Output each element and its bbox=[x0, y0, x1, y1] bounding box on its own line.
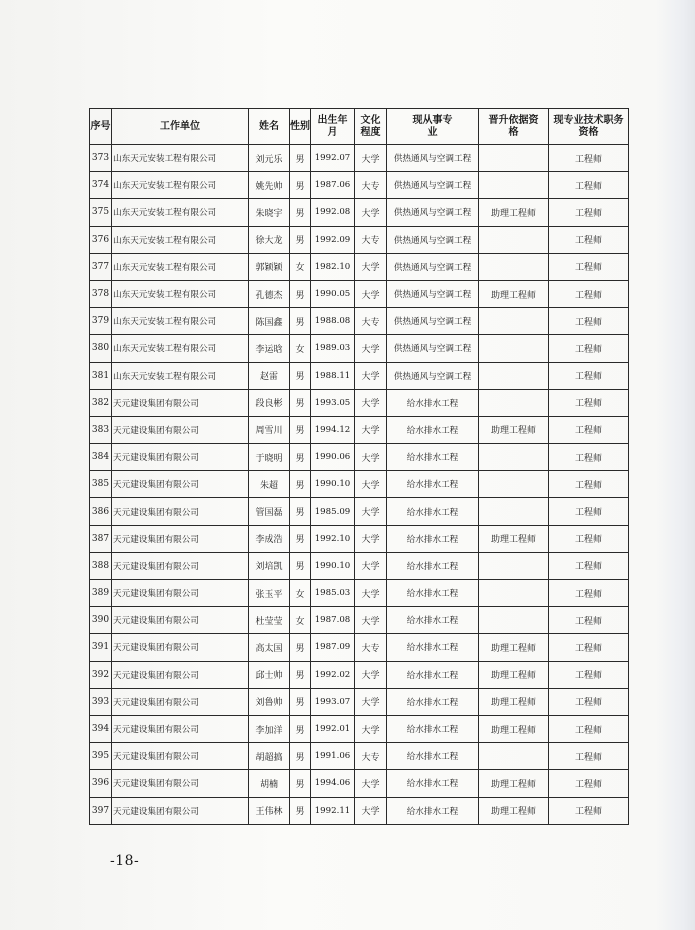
cell-no: 388 bbox=[90, 552, 112, 579]
cell-unit: 山东天元安装工程有限公司 bbox=[112, 172, 249, 199]
cell-birth: 1987.09 bbox=[311, 634, 355, 661]
cell-no: 394 bbox=[90, 715, 112, 742]
cell-unit: 天元建设集团有限公司 bbox=[112, 661, 249, 688]
cell-major: 供热通风与空调工程 bbox=[387, 145, 479, 172]
cell-major: 供热通风与空调工程 bbox=[387, 308, 479, 335]
cell-basis: 助理工程师 bbox=[479, 199, 549, 226]
table-row bbox=[90, 335, 629, 362]
cell-birth: 1982.10 bbox=[311, 253, 355, 280]
cell-major: 给水排水工程 bbox=[387, 525, 479, 552]
cell-title: 工程师 bbox=[549, 280, 629, 307]
table-row bbox=[90, 634, 629, 661]
cell-title: 工程师 bbox=[549, 634, 629, 661]
cell-sex: 男 bbox=[290, 525, 311, 552]
cell-unit: 山东天元安装工程有限公司 bbox=[112, 226, 249, 253]
cell-name: 朱晓宇 bbox=[249, 199, 290, 226]
cell-birth: 1990.10 bbox=[311, 471, 355, 498]
cell-sex: 女 bbox=[290, 253, 311, 280]
header-no: 序号 bbox=[90, 109, 112, 145]
table-row bbox=[90, 743, 629, 770]
cell-basis bbox=[479, 471, 549, 498]
cell-no: 377 bbox=[90, 253, 112, 280]
cell-unit: 天元建设集团有限公司 bbox=[112, 715, 249, 742]
cell-no: 375 bbox=[90, 199, 112, 226]
cell-name: 徐大龙 bbox=[249, 226, 290, 253]
header-unit: 工作单位 bbox=[112, 109, 249, 145]
cell-name: 高太国 bbox=[249, 634, 290, 661]
cell-no: 385 bbox=[90, 471, 112, 498]
cell-birth: 1988.11 bbox=[311, 362, 355, 389]
cell-name: 李运晗 bbox=[249, 335, 290, 362]
cell-major: 给水排水工程 bbox=[387, 797, 479, 824]
cell-name: 姚先帅 bbox=[249, 172, 290, 199]
cell-major: 给水排水工程 bbox=[387, 661, 479, 688]
cell-title: 工程师 bbox=[549, 416, 629, 443]
cell-basis: 助理工程师 bbox=[479, 525, 549, 552]
cell-birth: 1992.11 bbox=[311, 797, 355, 824]
table-row bbox=[90, 389, 629, 416]
cell-title: 工程师 bbox=[549, 743, 629, 770]
cell-major: 给水排水工程 bbox=[387, 444, 479, 471]
cell-sex: 男 bbox=[290, 308, 311, 335]
table-row bbox=[90, 715, 629, 742]
table-row bbox=[90, 145, 629, 172]
cell-basis bbox=[479, 308, 549, 335]
cell-birth: 1994.12 bbox=[311, 416, 355, 443]
cell-no: 373 bbox=[90, 145, 112, 172]
cell-sex: 男 bbox=[290, 199, 311, 226]
cell-no: 396 bbox=[90, 770, 112, 797]
table-row bbox=[90, 416, 629, 443]
cell-sex: 女 bbox=[290, 607, 311, 634]
table-row bbox=[90, 770, 629, 797]
table-row bbox=[90, 362, 629, 389]
cell-basis: 助理工程师 bbox=[479, 715, 549, 742]
cell-edu: 大学 bbox=[355, 389, 387, 416]
cell-name: 王伟林 bbox=[249, 797, 290, 824]
cell-name: 于晓明 bbox=[249, 444, 290, 471]
cell-major: 给水排水工程 bbox=[387, 552, 479, 579]
cell-birth: 1985.03 bbox=[311, 580, 355, 607]
cell-title: 工程师 bbox=[549, 688, 629, 715]
cell-basis: 助理工程师 bbox=[479, 416, 549, 443]
cell-basis bbox=[479, 172, 549, 199]
cell-edu: 大学 bbox=[355, 362, 387, 389]
cell-edu: 大学 bbox=[355, 688, 387, 715]
cell-no: 386 bbox=[90, 498, 112, 525]
personnel-table bbox=[89, 108, 629, 825]
cell-no: 380 bbox=[90, 335, 112, 362]
cell-title: 工程师 bbox=[549, 607, 629, 634]
cell-edu: 大学 bbox=[355, 498, 387, 525]
cell-basis bbox=[479, 145, 549, 172]
cell-no: 389 bbox=[90, 580, 112, 607]
scan-edge-shadow bbox=[655, 0, 695, 930]
cell-name: 管国磊 bbox=[249, 498, 290, 525]
cell-edu: 大学 bbox=[355, 471, 387, 498]
cell-basis: 助理工程师 bbox=[479, 770, 549, 797]
cell-basis: 助理工程师 bbox=[479, 634, 549, 661]
cell-basis: 助理工程师 bbox=[479, 797, 549, 824]
cell-no: 374 bbox=[90, 172, 112, 199]
cell-birth: 1992.02 bbox=[311, 661, 355, 688]
cell-unit: 山东天元安装工程有限公司 bbox=[112, 145, 249, 172]
cell-name: 胡楠 bbox=[249, 770, 290, 797]
header-title: 现专业技术职务资格 bbox=[549, 109, 629, 145]
cell-name: 刘培凯 bbox=[249, 552, 290, 579]
table-row bbox=[90, 688, 629, 715]
page-number: -18- bbox=[110, 853, 140, 869]
cell-edu: 大学 bbox=[355, 715, 387, 742]
cell-sex: 男 bbox=[290, 743, 311, 770]
cell-name: 刘鲁帅 bbox=[249, 688, 290, 715]
cell-name: 李加洋 bbox=[249, 715, 290, 742]
cell-no: 376 bbox=[90, 226, 112, 253]
cell-sex: 男 bbox=[290, 661, 311, 688]
cell-no: 383 bbox=[90, 416, 112, 443]
cell-edu: 大学 bbox=[355, 335, 387, 362]
cell-name: 周雪川 bbox=[249, 416, 290, 443]
cell-major: 供热通风与空调工程 bbox=[387, 226, 479, 253]
cell-unit: 山东天元安装工程有限公司 bbox=[112, 253, 249, 280]
cell-unit: 天元建设集团有限公司 bbox=[112, 580, 249, 607]
cell-edu: 大学 bbox=[355, 580, 387, 607]
cell-birth: 1992.09 bbox=[311, 226, 355, 253]
cell-edu: 大学 bbox=[355, 661, 387, 688]
header-basis: 晋升依据资格 bbox=[479, 109, 549, 145]
cell-basis: 助理工程师 bbox=[479, 688, 549, 715]
cell-basis bbox=[479, 253, 549, 280]
cell-unit: 天元建设集团有限公司 bbox=[112, 416, 249, 443]
cell-no: 384 bbox=[90, 444, 112, 471]
cell-major: 给水排水工程 bbox=[387, 580, 479, 607]
cell-unit: 天元建设集团有限公司 bbox=[112, 743, 249, 770]
cell-major: 给水排水工程 bbox=[387, 416, 479, 443]
cell-unit: 山东天元安装工程有限公司 bbox=[112, 199, 249, 226]
cell-name: 胡超搞 bbox=[249, 743, 290, 770]
header-name: 姓名 bbox=[249, 109, 290, 145]
cell-title: 工程师 bbox=[549, 444, 629, 471]
cell-no: 393 bbox=[90, 688, 112, 715]
cell-edu: 大学 bbox=[355, 199, 387, 226]
cell-sex: 男 bbox=[290, 362, 311, 389]
cell-major: 给水排水工程 bbox=[387, 715, 479, 742]
cell-title: 工程师 bbox=[549, 797, 629, 824]
cell-title: 工程师 bbox=[549, 552, 629, 579]
cell-basis bbox=[479, 498, 549, 525]
cell-no: 378 bbox=[90, 280, 112, 307]
cell-birth: 1990.10 bbox=[311, 552, 355, 579]
cell-basis bbox=[479, 335, 549, 362]
cell-sex: 女 bbox=[290, 580, 311, 607]
cell-major: 给水排水工程 bbox=[387, 471, 479, 498]
cell-no: 379 bbox=[90, 308, 112, 335]
cell-major: 给水排水工程 bbox=[387, 607, 479, 634]
cell-major: 供热通风与空调工程 bbox=[387, 253, 479, 280]
cell-title: 工程师 bbox=[549, 199, 629, 226]
cell-birth: 1985.09 bbox=[311, 498, 355, 525]
cell-edu: 大专 bbox=[355, 226, 387, 253]
cell-major: 给水排水工程 bbox=[387, 498, 479, 525]
cell-sex: 男 bbox=[290, 444, 311, 471]
cell-basis bbox=[479, 607, 549, 634]
table-row bbox=[90, 172, 629, 199]
cell-birth: 1987.08 bbox=[311, 607, 355, 634]
table-row bbox=[90, 199, 629, 226]
cell-major: 供热通风与空调工程 bbox=[387, 199, 479, 226]
cell-sex: 男 bbox=[290, 226, 311, 253]
table-row bbox=[90, 607, 629, 634]
cell-edu: 大学 bbox=[355, 770, 387, 797]
cell-sex: 男 bbox=[290, 634, 311, 661]
cell-edu: 大专 bbox=[355, 172, 387, 199]
cell-unit: 天元建设集团有限公司 bbox=[112, 498, 249, 525]
cell-edu: 大学 bbox=[355, 444, 387, 471]
cell-sex: 男 bbox=[290, 552, 311, 579]
cell-name: 杜莹莹 bbox=[249, 607, 290, 634]
cell-sex: 男 bbox=[290, 688, 311, 715]
header-birth: 出生年月 bbox=[311, 109, 355, 145]
header-major: 现从事专业 bbox=[387, 109, 479, 145]
table-row bbox=[90, 498, 629, 525]
cell-edu: 大学 bbox=[355, 280, 387, 307]
cell-basis: 助理工程师 bbox=[479, 661, 549, 688]
table-row bbox=[90, 580, 629, 607]
cell-basis bbox=[479, 743, 549, 770]
cell-title: 工程师 bbox=[549, 661, 629, 688]
table-row bbox=[90, 525, 629, 552]
cell-birth: 1988.08 bbox=[311, 308, 355, 335]
cell-name: 孔德杰 bbox=[249, 280, 290, 307]
cell-major: 给水排水工程 bbox=[387, 634, 479, 661]
cell-title: 工程师 bbox=[549, 308, 629, 335]
cell-title: 工程师 bbox=[549, 253, 629, 280]
cell-name: 段良彬 bbox=[249, 389, 290, 416]
cell-major: 给水排水工程 bbox=[387, 743, 479, 770]
cell-unit: 天元建设集团有限公司 bbox=[112, 389, 249, 416]
cell-sex: 男 bbox=[290, 145, 311, 172]
cell-major: 供热通风与空调工程 bbox=[387, 335, 479, 362]
cell-unit: 天元建设集团有限公司 bbox=[112, 770, 249, 797]
cell-title: 工程师 bbox=[549, 335, 629, 362]
cell-basis bbox=[479, 389, 549, 416]
cell-unit: 天元建设集团有限公司 bbox=[112, 552, 249, 579]
cell-unit: 山东天元安装工程有限公司 bbox=[112, 335, 249, 362]
header-edu: 文化程度 bbox=[355, 109, 387, 145]
cell-name: 张玉平 bbox=[249, 580, 290, 607]
cell-title: 工程师 bbox=[549, 498, 629, 525]
cell-title: 工程师 bbox=[549, 362, 629, 389]
table-row bbox=[90, 308, 629, 335]
table-row bbox=[90, 226, 629, 253]
cell-no: 391 bbox=[90, 634, 112, 661]
cell-sex: 男 bbox=[290, 280, 311, 307]
cell-title: 工程师 bbox=[549, 471, 629, 498]
cell-unit: 山东天元安装工程有限公司 bbox=[112, 280, 249, 307]
cell-birth: 1990.06 bbox=[311, 444, 355, 471]
cell-edu: 大学 bbox=[355, 552, 387, 579]
cell-birth: 1992.01 bbox=[311, 715, 355, 742]
cell-unit: 天元建设集团有限公司 bbox=[112, 607, 249, 634]
cell-title: 工程师 bbox=[549, 580, 629, 607]
cell-title: 工程师 bbox=[549, 226, 629, 253]
cell-unit: 山东天元安装工程有限公司 bbox=[112, 362, 249, 389]
cell-edu: 大学 bbox=[355, 145, 387, 172]
cell-birth: 1987.06 bbox=[311, 172, 355, 199]
cell-title: 工程师 bbox=[549, 715, 629, 742]
table-row bbox=[90, 253, 629, 280]
cell-sex: 男 bbox=[290, 715, 311, 742]
cell-name: 刘元乐 bbox=[249, 145, 290, 172]
cell-birth: 1994.06 bbox=[311, 770, 355, 797]
cell-name: 朱超 bbox=[249, 471, 290, 498]
cell-edu: 大学 bbox=[355, 253, 387, 280]
cell-edu: 大学 bbox=[355, 416, 387, 443]
cell-unit: 天元建设集团有限公司 bbox=[112, 688, 249, 715]
cell-name: 郭颖颖 bbox=[249, 253, 290, 280]
cell-major: 给水排水工程 bbox=[387, 688, 479, 715]
cell-basis bbox=[479, 552, 549, 579]
table-row bbox=[90, 444, 629, 471]
cell-edu: 大专 bbox=[355, 743, 387, 770]
cell-no: 387 bbox=[90, 525, 112, 552]
cell-sex: 男 bbox=[290, 172, 311, 199]
cell-unit: 天元建设集团有限公司 bbox=[112, 444, 249, 471]
cell-sex: 男 bbox=[290, 770, 311, 797]
cell-title: 工程师 bbox=[549, 389, 629, 416]
cell-major: 给水排水工程 bbox=[387, 389, 479, 416]
cell-sex: 男 bbox=[290, 797, 311, 824]
cell-basis bbox=[479, 444, 549, 471]
cell-edu: 大学 bbox=[355, 525, 387, 552]
cell-unit: 天元建设集团有限公司 bbox=[112, 797, 249, 824]
cell-no: 381 bbox=[90, 362, 112, 389]
cell-title: 工程师 bbox=[549, 145, 629, 172]
cell-unit: 天元建设集团有限公司 bbox=[112, 525, 249, 552]
cell-name: 李成浩 bbox=[249, 525, 290, 552]
header-sex: 性别 bbox=[290, 109, 311, 145]
cell-unit: 山东天元安装工程有限公司 bbox=[112, 308, 249, 335]
cell-sex: 男 bbox=[290, 416, 311, 443]
cell-name: 赵雷 bbox=[249, 362, 290, 389]
cell-birth: 1990.05 bbox=[311, 280, 355, 307]
cell-basis bbox=[479, 580, 549, 607]
cell-basis bbox=[479, 362, 549, 389]
cell-sex: 男 bbox=[290, 389, 311, 416]
cell-major: 供热通风与空调工程 bbox=[387, 280, 479, 307]
cell-no: 382 bbox=[90, 389, 112, 416]
table-row bbox=[90, 797, 629, 824]
cell-sex: 男 bbox=[290, 498, 311, 525]
cell-sex: 男 bbox=[290, 471, 311, 498]
cell-major: 供热通风与空调工程 bbox=[387, 172, 479, 199]
cell-name: 陈国鑫 bbox=[249, 308, 290, 335]
cell-basis bbox=[479, 226, 549, 253]
cell-unit: 天元建设集团有限公司 bbox=[112, 471, 249, 498]
cell-title: 工程师 bbox=[549, 770, 629, 797]
table-body bbox=[90, 145, 629, 825]
cell-major: 供热通风与空调工程 bbox=[387, 362, 479, 389]
cell-no: 390 bbox=[90, 607, 112, 634]
table-row bbox=[90, 661, 629, 688]
cell-unit: 天元建设集团有限公司 bbox=[112, 634, 249, 661]
cell-no: 392 bbox=[90, 661, 112, 688]
table-header-row bbox=[90, 109, 629, 145]
cell-title: 工程师 bbox=[549, 172, 629, 199]
cell-birth: 1992.10 bbox=[311, 525, 355, 552]
cell-birth: 1992.08 bbox=[311, 199, 355, 226]
cell-edu: 大学 bbox=[355, 607, 387, 634]
cell-major: 给水排水工程 bbox=[387, 770, 479, 797]
cell-edu: 大专 bbox=[355, 308, 387, 335]
cell-name: 邱士帅 bbox=[249, 661, 290, 688]
cell-edu: 大专 bbox=[355, 634, 387, 661]
cell-no: 397 bbox=[90, 797, 112, 824]
cell-edu: 大学 bbox=[355, 797, 387, 824]
cell-basis: 助理工程师 bbox=[479, 280, 549, 307]
table-row bbox=[90, 471, 629, 498]
cell-title: 工程师 bbox=[549, 525, 629, 552]
cell-no: 395 bbox=[90, 743, 112, 770]
table-row bbox=[90, 280, 629, 307]
table-row bbox=[90, 552, 629, 579]
cell-birth: 1992.07 bbox=[311, 145, 355, 172]
cell-sex: 女 bbox=[290, 335, 311, 362]
cell-birth: 1989.03 bbox=[311, 335, 355, 362]
cell-birth: 1993.07 bbox=[311, 688, 355, 715]
cell-birth: 1991.06 bbox=[311, 743, 355, 770]
cell-birth: 1993.05 bbox=[311, 389, 355, 416]
